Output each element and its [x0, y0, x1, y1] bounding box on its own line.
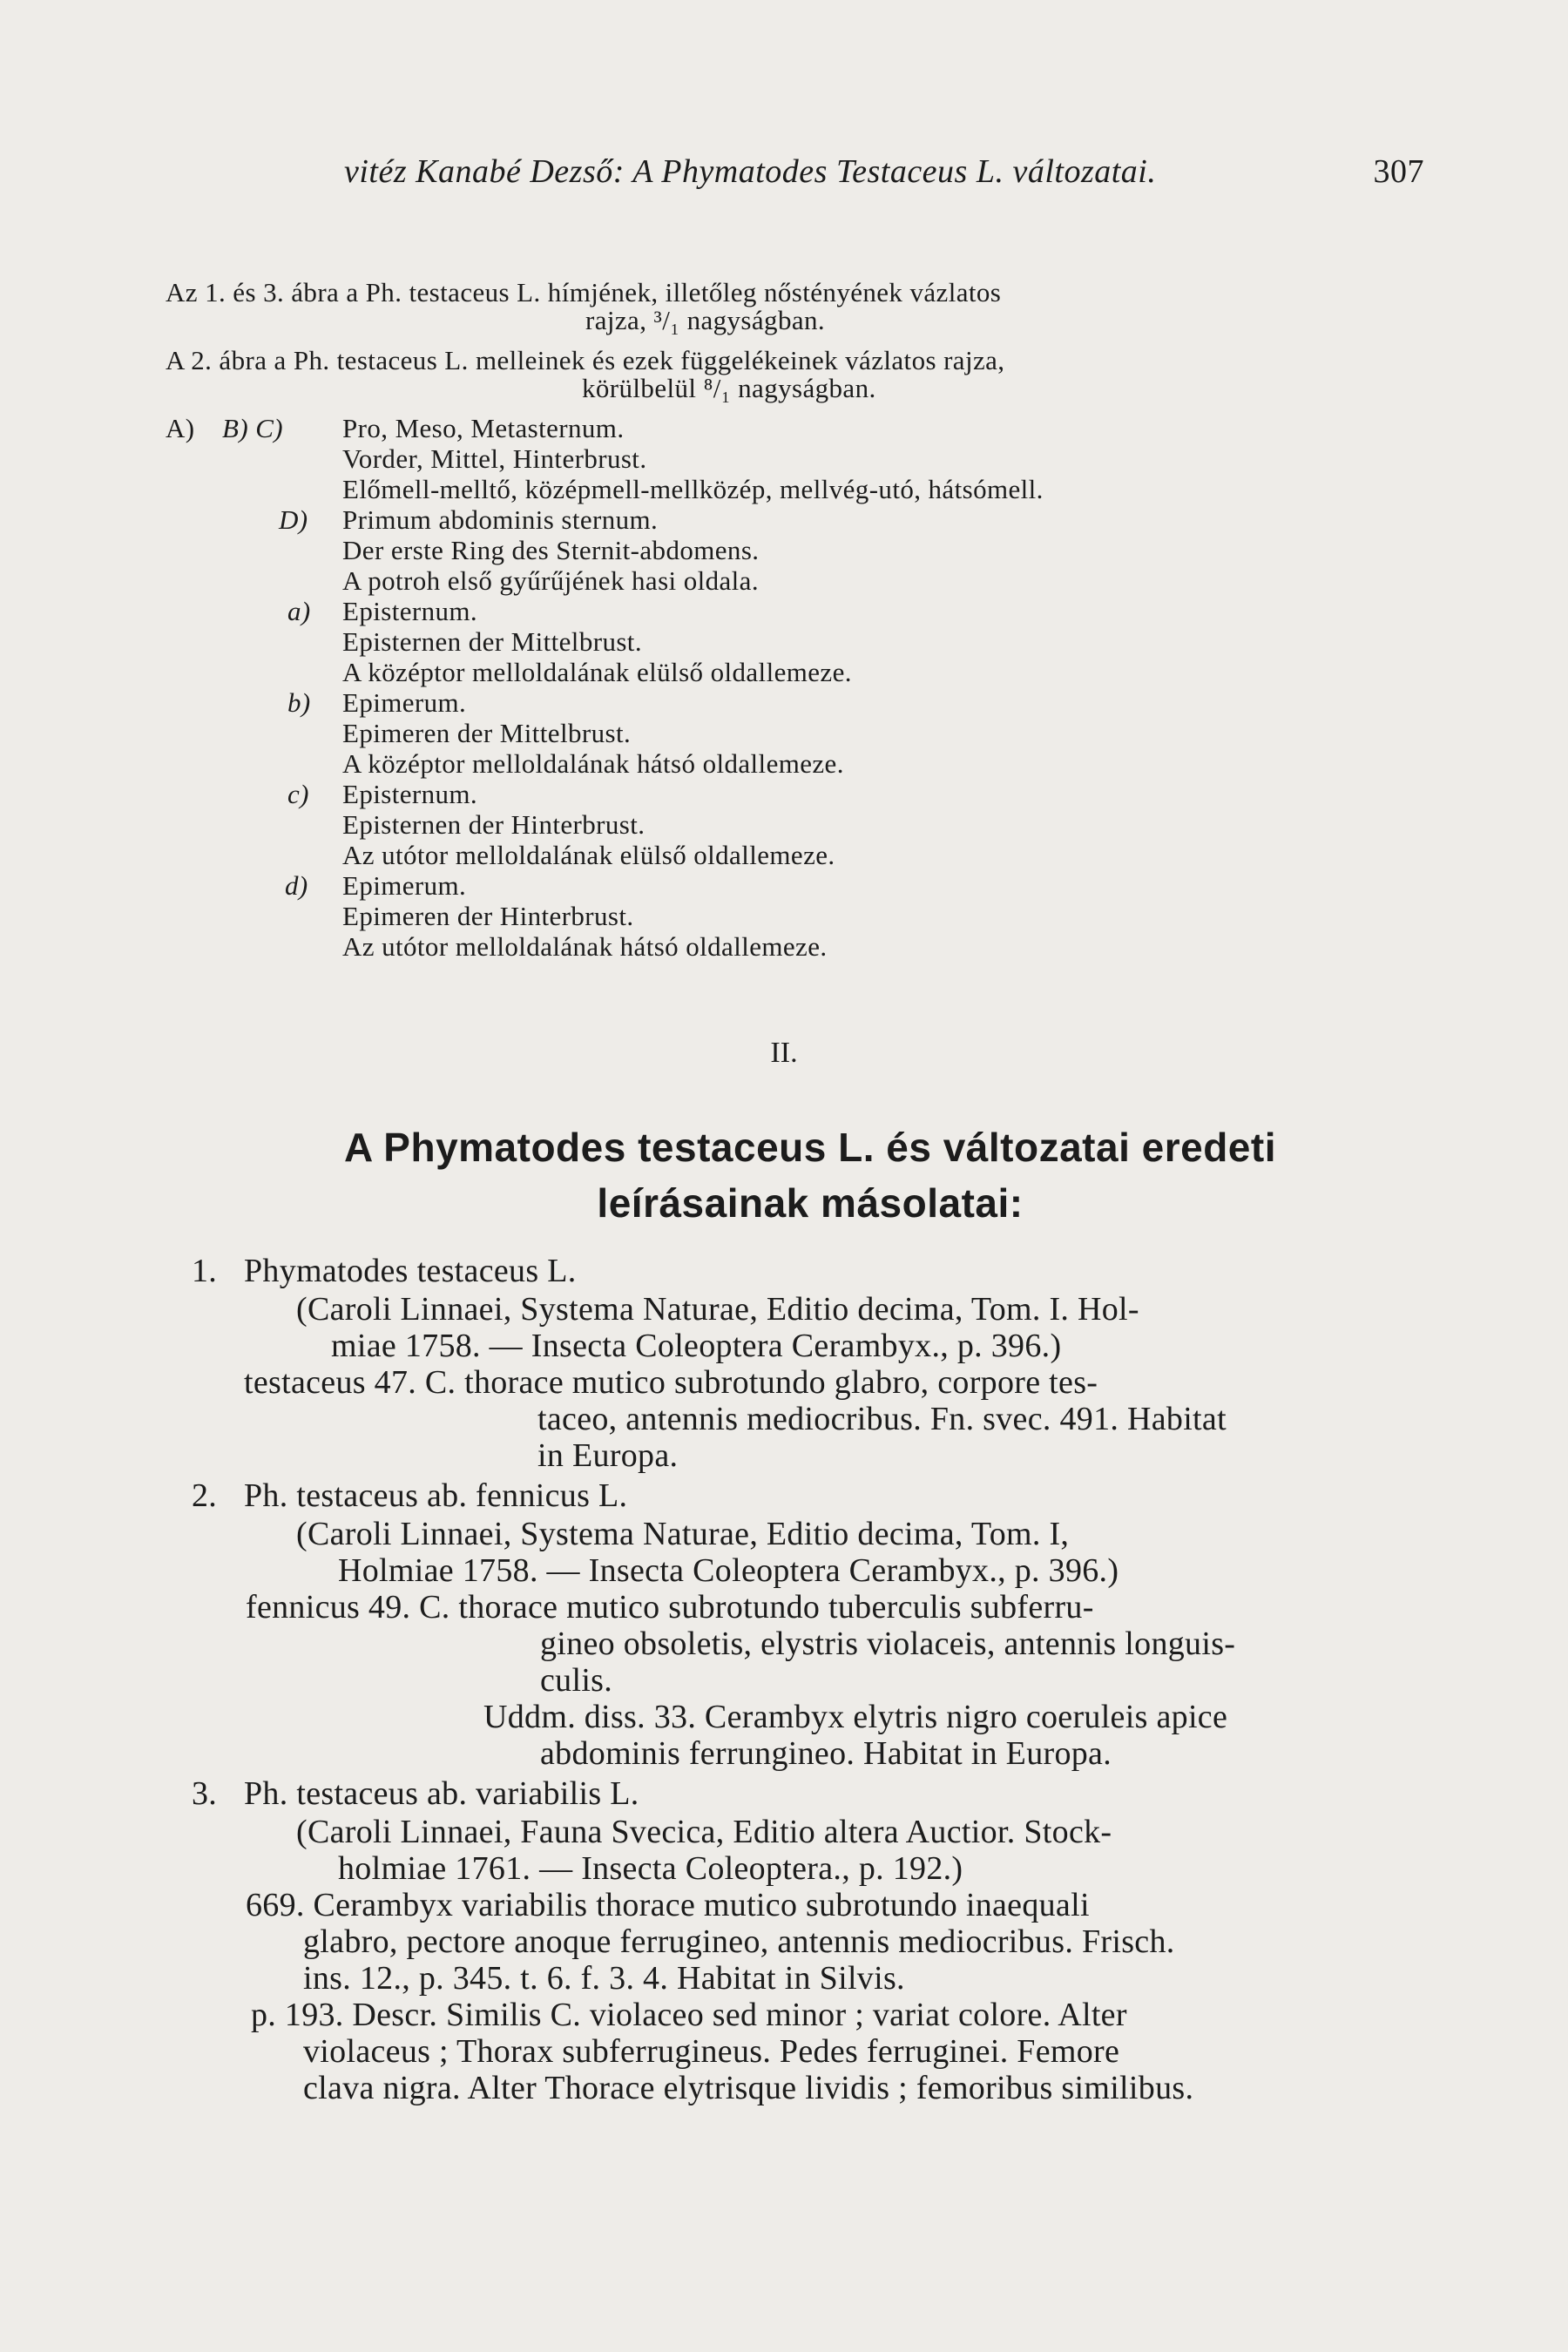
description-line: culis.: [540, 1662, 613, 1699]
legend-label: B) C): [222, 413, 284, 443]
legend-text: Episternen der Hinterbrust.: [342, 809, 645, 840]
citation-line: Holmiae 1758. — Insecta Coleoptera Cerambyx., p. 396.): [338, 1552, 1119, 1589]
legend-text: Az utótor melloldalának elülső oldallemeze.: [342, 840, 835, 870]
legend-text: Epimerum.: [342, 687, 467, 718]
legend-line: [161, 901, 1433, 931]
legend-line: [161, 840, 1433, 870]
description-line: 669. Cerambyx variabilis thorace mutico subrotundo inaequali: [246, 1887, 1090, 1923]
legend-text: Az utótor melloldalának hátsó oldallemeze.: [342, 931, 828, 962]
legend-line: [161, 345, 1433, 375]
legend-line: [161, 474, 1433, 504]
description-line: p. 193. Descr. Similis C. violaceo sed minor ; variat colore. Alter: [251, 1997, 1127, 2033]
description-line: taceo, antennis mediocribus. Fn. svec. 491. Habitat: [537, 1401, 1227, 1437]
legend-line: [161, 305, 1433, 338]
legend-label: A): [166, 413, 195, 443]
legend-item: [161, 687, 1433, 718]
legend-text: Epimerum.: [342, 870, 467, 901]
legend-item: [161, 413, 1433, 443]
legend-text: A 2. ábra a Ph. testaceus L. melleinek és ezek függelékeinek vázlatos rajza,: [166, 345, 1005, 375]
legend-text: Episternen der Mittelbrust.: [342, 626, 642, 657]
legend-text: rajza, ³/₁ nagyságban.: [585, 305, 826, 335]
legend-item: [161, 504, 1433, 535]
legend-line: [161, 718, 1433, 748]
legend-text: Epimeren der Hinterbrust.: [342, 901, 634, 931]
legend-line: [161, 535, 1433, 565]
legend-label: b): [287, 687, 311, 718]
legend-line: [161, 443, 1433, 474]
heading-line: leírásainak másolatai:: [597, 1180, 1024, 1226]
entry-number: 2.: [192, 1477, 218, 1514]
citation-line: (Caroli Linnaei, Fauna Svecica, Editio altera Auctior. Stock-: [296, 1814, 1112, 1850]
legend-line: [161, 748, 1433, 779]
legend-text: Der erste Ring des Sternit-abdomens.: [342, 535, 760, 565]
description-line: gineo obsoletis, elystris violaceis, antennis longuis-: [540, 1625, 1236, 1662]
legend-text: körülbelül ⁸/₁ nagyságban.: [582, 373, 876, 403]
legend-line: [161, 375, 1433, 406]
entry-title: [192, 1477, 1446, 1516]
legend-text: Vorder, Mittel, Hinterbrust.: [342, 443, 647, 474]
description-line: violaceus ; Thorax subferrugineus. Pedes ferruginei. Femore: [303, 2033, 1120, 2070]
description-line: Uddm. diss. 33. Cerambyx elytris nigro coeruleis apice: [483, 1699, 1228, 1735]
legend-text: Pro, Meso, Metasternum.: [342, 413, 625, 443]
entry-title: [192, 1253, 1446, 1291]
legend-line: [161, 809, 1433, 840]
heading-line: A Phymatodes testaceus L. és változatai eredeti: [344, 1125, 1276, 1170]
legend-line: [161, 277, 1433, 308]
citation-line: (Caroli Linnaei, Systema Naturae, Editio decima, Tom. I,: [296, 1516, 1070, 1552]
description-line: testaceus 47. C. thorace mutico subrotundo glabro, corpore tes-: [244, 1364, 1098, 1401]
legend-line: [161, 657, 1433, 687]
description-line: clava nigra. Alter Thorace elytrisque lividis ; femoribus similibus.: [303, 2070, 1194, 2106]
section-number: II.: [770, 1037, 798, 1069]
legend-text: Primum abdominis sternum.: [342, 504, 659, 535]
entry-number: 3.: [192, 1775, 218, 1812]
citation-line: miae 1758. — Insecta Coleoptera Cerambyx., p. 396.): [331, 1328, 1062, 1364]
description-line: in Europa.: [537, 1437, 679, 1474]
legend-label: c): [287, 779, 309, 809]
legend-line: [161, 626, 1433, 657]
legend-text: Az 1. és 3. ábra a Ph. testaceus L. hímjének, illetőleg nőstényének vázlatos: [166, 277, 1002, 308]
citation-line: (Caroli Linnaei, Systema Naturae, Editio decima, Tom. I. Hol-: [296, 1291, 1139, 1328]
page-number: 307: [1373, 153, 1424, 190]
legend-text: A középtor melloldalának elülső oldallemeze.: [342, 657, 852, 687]
legend-text: Episternum.: [342, 779, 478, 809]
entry-title: [192, 1775, 1446, 1814]
legend-text: Epimeren der Mittelbrust.: [342, 718, 632, 748]
section-heading: [183, 1119, 1437, 1231]
description-line: glabro, pectore anoque ferrugineo, antennis mediocribus. Frisch.: [303, 1923, 1175, 1960]
running-header: [344, 152, 1424, 205]
description-line: ins. 12., p. 345. t. 6. f. 3. 4. Habitat in Silvis.: [303, 1960, 905, 1997]
legend-label: a): [287, 596, 311, 626]
entry-number: 1.: [192, 1253, 218, 1289]
legend-text: Episternum.: [342, 596, 478, 626]
entry-name: Ph. testaceus ab. variabilis L.: [244, 1775, 639, 1812]
legend-text: A potroh első gyűrűjének hasi oldala.: [342, 565, 759, 596]
description-line: fennicus 49. C. thorace mutico subrotundo tuberculis subferru-: [246, 1589, 1094, 1625]
main-text: [192, 1253, 1446, 2106]
legend-line: [161, 931, 1433, 962]
legend-label: D): [279, 504, 308, 535]
legend-text: Előmell-melltő, középmell-mellközép, mellvég-utó, hátsómell.: [342, 474, 1044, 504]
entry-name: Phymatodes testaceus L.: [244, 1253, 577, 1289]
legend-item: [161, 779, 1433, 809]
legend-label: d): [285, 870, 308, 901]
entry-name: Ph. testaceus ab. fennicus L.: [244, 1477, 628, 1514]
description-line: abdominis ferrungineo. Habitat in Europa.: [540, 1735, 1112, 1772]
legend-text: A középtor melloldalának hátsó oldallemeze.: [342, 748, 844, 779]
citation-line: holmiae 1761. — Insecta Coleoptera., p. 192.): [338, 1850, 963, 1887]
figure-legend: [161, 277, 1433, 962]
legend-item: [161, 596, 1433, 626]
legend-item: [161, 870, 1433, 901]
legend-line: [161, 565, 1433, 596]
running-title: vitéz Kanabé Dezső: A Phymatodes Testaceus L. változatai.: [344, 153, 1157, 190]
